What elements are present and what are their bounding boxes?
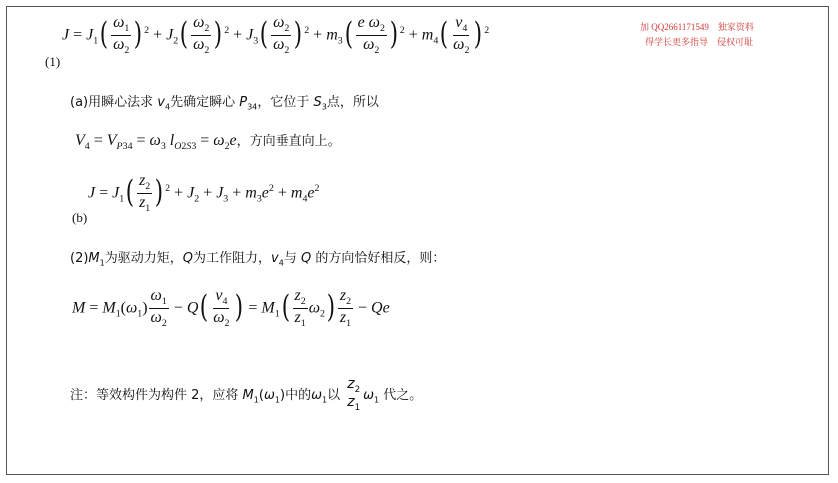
- paragraph-a: (a)用瞬心法求 $v_4$先确定瞬心 $P_{34}$，它位于 $S_3$点，所以: [70, 95, 379, 112]
- equation-equivalent-moment: $M = M_1(\omega_1)$ $\frac{\omega_1}{\omega_2}$ − Q( $\frac{v_4}{\omega_2}$ ) = $M_1$( $\frac{z_2}{z_1}$ $\omega_2$) $\frac{z_2}{z_1}$ − Qe: [72, 287, 390, 330]
- equation-v4: $V_4 = V_{P34} = \omega_3$ $l_{O2S3} = \omega_2e$，方向垂直向上。: [75, 132, 341, 153]
- part-b-label: (b): [72, 210, 88, 225]
- equation-equivalent-inertia-1: $J = J_1$( $\frac{\omega_1}{\omega_2}$ ) $^2 + J_2$( $\frac{\omega_2}{\omega_2}$ ) $^2 + J_3$( $\frac{\omega_2}{\omega_2}$ ) $^2 + m_3$( $\frac{e \omega_2}{\omega_2}$ ) $^2 + m_4$( $\frac{v_4}{\omega_2}$ ) $^2$: [62, 14, 490, 57]
- watermark-line-2: 得学长更多指导 侵权可耻: [645, 37, 754, 47]
- watermark-line-1: 加 QQ2661171549 独家资料: [640, 22, 754, 32]
- paragraph-2: $(2)M_1$为驱动力矩，Q为工作阻力，$v_4$与 Q 的方向恰好相反，则：: [70, 251, 446, 268]
- equation-equivalent-inertia-b: $J = J_1$( $\frac{z_2}{z_1}$ ) $^2 + J_2 + J_3 + m_3e^2 + m_4e^2$: [88, 172, 320, 215]
- part-1-label: (1): [45, 54, 61, 69]
- note-paragraph: 注：等效构件为构件 2，应将 $M_1(\omega_1)$中的$\omega_1$以 $z_2$ $z_1$ $\omega_1$ 代之。: [70, 376, 423, 414]
